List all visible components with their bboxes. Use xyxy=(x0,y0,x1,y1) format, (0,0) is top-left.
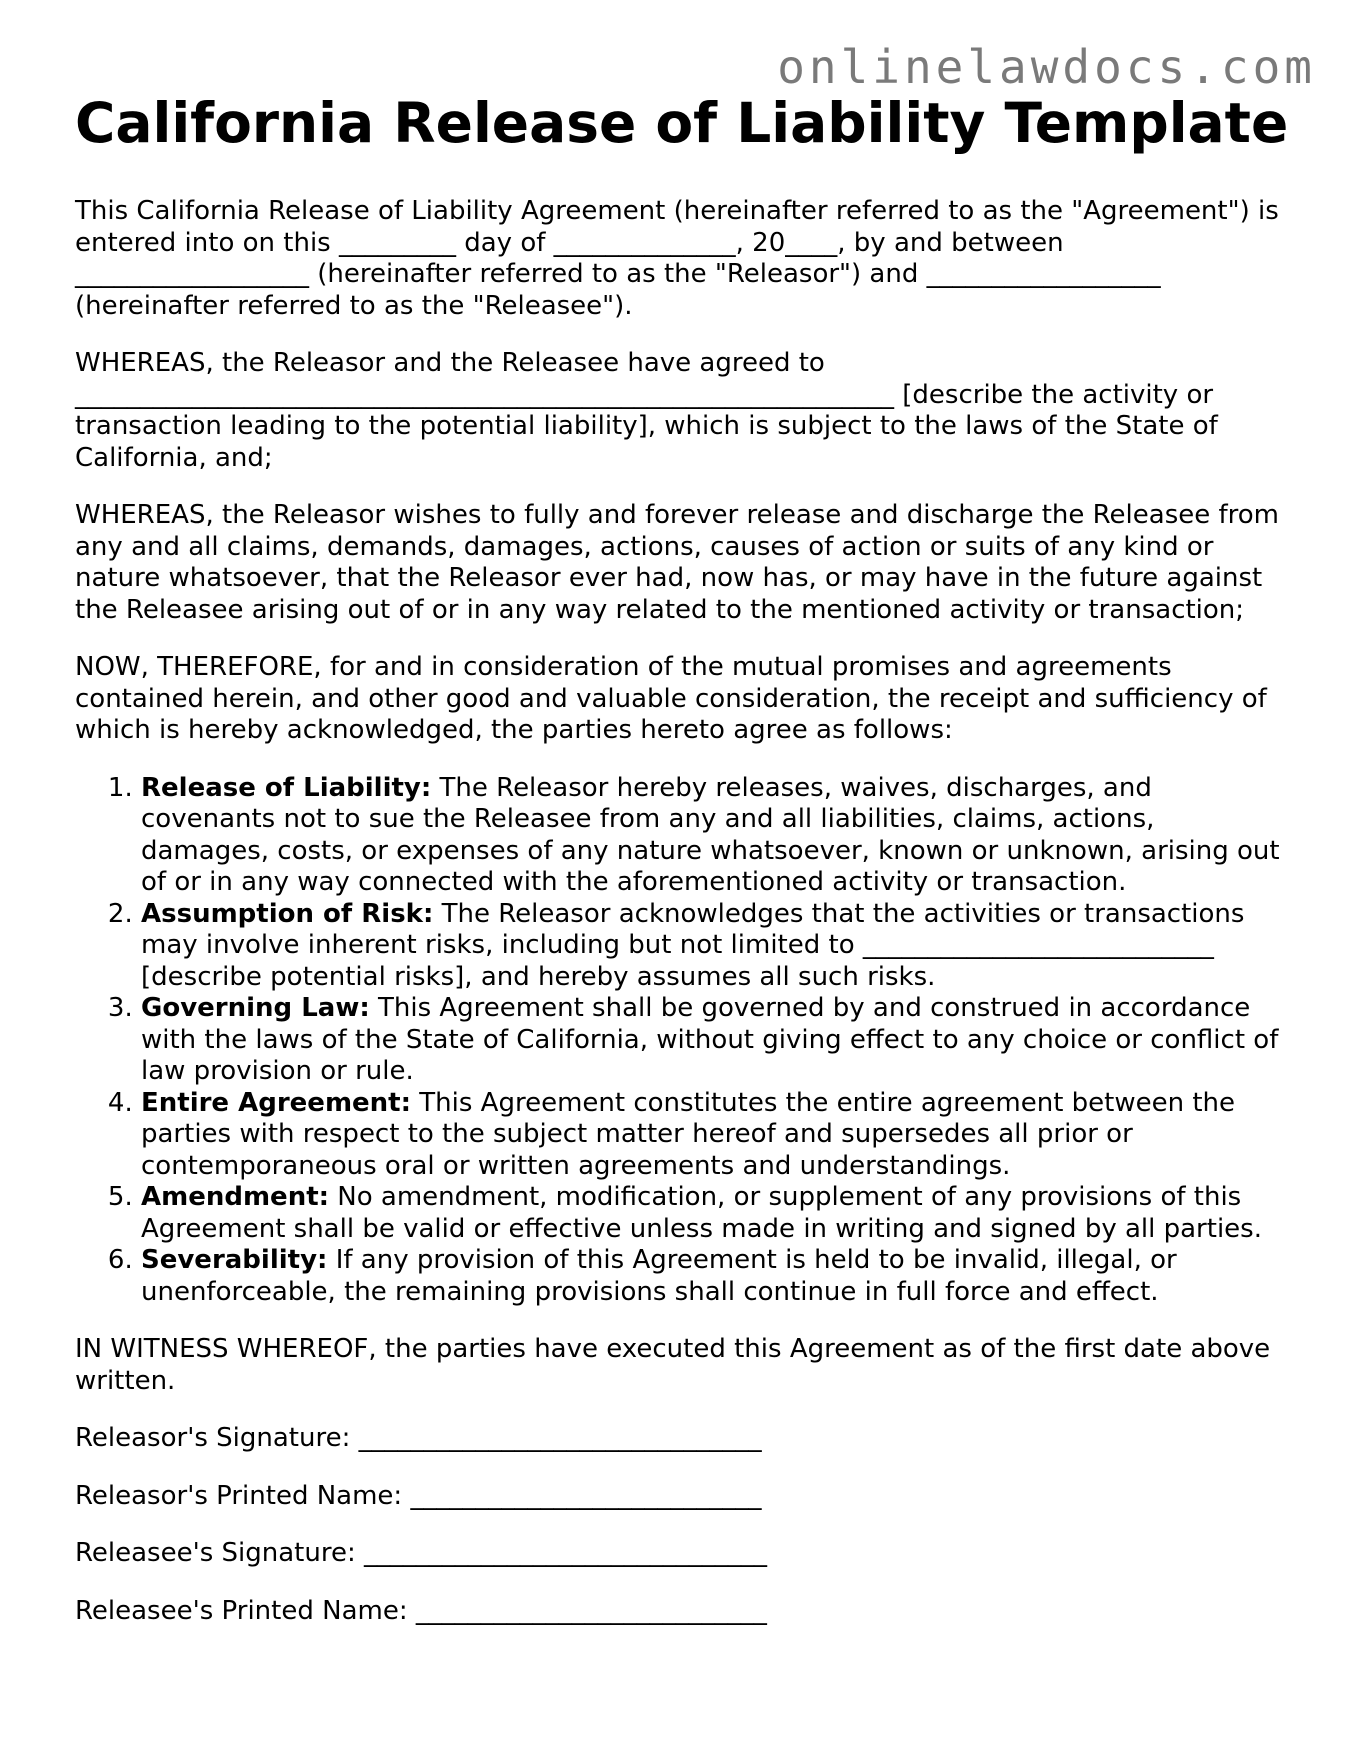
clause-heading: Assumption of Risk: xyxy=(141,898,434,929)
watermark: onlinelawdocs.com xyxy=(777,40,1316,94)
whereas-activity-paragraph: WHEREAS, the Releasor and the Releasee have agreed to _______________________________________________________________ [describe the activity or transaction leading to the potential liability], which is subject to the laws of the State of California, and; xyxy=(75,348,1218,473)
document-title: California Release of Liability Template xyxy=(75,91,1289,155)
releasor-printed-name-line[interactable]: Releasor's Printed Name: ___________________________ xyxy=(75,1480,762,1511)
clause-text: No amendment, modification, or supplement of any provisions of this Agreement shall be valid or effective unless made in writing and signed by all parties. xyxy=(141,1182,1262,1244)
clause-item xyxy=(141,1088,1290,1183)
clause-heading: Governing Law: xyxy=(141,993,370,1023)
document-page xyxy=(75,90,1290,1653)
clause-text: This Agreement shall be governed by and construed in accordance with the laws of the State of California, without giving effect to any choice or conflict of law provision or rule. xyxy=(141,993,1279,1086)
clause-heading: Severability: xyxy=(141,1245,328,1275)
whereas-release-paragraph: WHEREAS, the Releasor wishes to fully and forever release and discharge the Releasee from any and all claims, demands, damages, actions, causes of action or suits of any kind or nature whatsoever, that the Releasor ever had, now has, or may have in the future against the Releasee arising out of or in any way related to the mentioned activity or transaction; xyxy=(75,500,1280,625)
clause-item xyxy=(141,1245,1290,1308)
clause-item xyxy=(141,993,1290,1088)
clause-heading: Amendment: xyxy=(141,1182,330,1212)
clause-heading: Release of Liability: xyxy=(141,772,432,803)
clause-text: If any provision of this Agreement is held to be invalid, illegal, or unenforceable, the remaining provisions shall continue in full force and effect. xyxy=(141,1245,1177,1307)
clause-text: This Agreement constitutes the entire agreement between the parties with respect to the subject matter hereof and supersedes all prior or contemporaneous oral or written agreements and understandings. xyxy=(141,1087,1236,1181)
intro-paragraph: This California Release of Liability Agreement (hereinafter referred to as the "Agreement") is entered into on this _________ day of ______________, 20____, by and between __________________ (hereinafter referred to as the "Releasor") and __________________ (hereinafter referred to as the "Releasee"). xyxy=(75,196,1279,321)
clauses-list xyxy=(75,773,1290,1309)
now-therefore-paragraph: NOW, THEREFORE, for and in consideration of the mutual promises and agreements contained herein, and other good and valuable consideration, the receipt and sufficiency of which is hereby acknowledged, the parties hereto agree as follows: xyxy=(75,652,1267,745)
clause-item xyxy=(141,773,1290,899)
clause-heading: Entire Agreement: xyxy=(141,1087,412,1118)
releasee-printed-name-line[interactable]: Releasee's Printed Name: ___________________________ xyxy=(75,1595,767,1626)
clause-item xyxy=(141,899,1290,994)
clause-item xyxy=(141,1182,1290,1245)
releasee-signature-line[interactable]: Releasee's Signature: _______________________________ xyxy=(75,1538,767,1568)
clause-text: The Releasor acknowledges that the activities or transactions may involve inherent risks, including but not limited to ___________________________ [describe potential risks], and hereby assumes all such risks. xyxy=(141,898,1245,992)
witness-paragraph: IN WITNESS WHEREOF, the parties have executed this Agreement as of the first date above written. xyxy=(75,1334,1271,1396)
releasor-signature-line[interactable]: Releasor's Signature: _______________________________ xyxy=(75,1423,762,1453)
clause-text: The Releasor hereby releases, waives, discharges, and covenants not to sue the Releasee from any and all liabilities, claims, actions, damages, costs, or expenses of any nature whatsoever, known or unknown, arising out of or in any way connected with the aforementioned activity or transaction. xyxy=(141,772,1280,897)
